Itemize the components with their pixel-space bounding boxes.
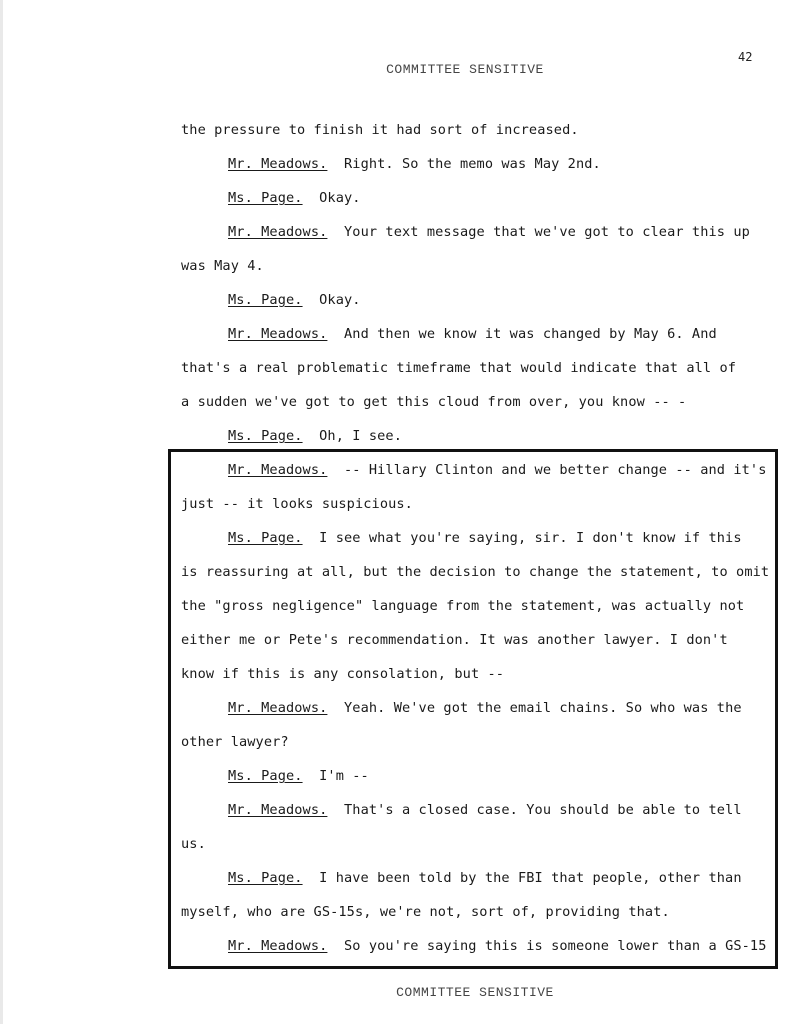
speaker-label: Mr. Meadows. bbox=[228, 802, 328, 818]
transcript-line bbox=[181, 392, 761, 412]
page-number: 42 bbox=[738, 50, 753, 64]
transcript-line bbox=[228, 290, 801, 310]
transcript-line bbox=[228, 460, 801, 480]
line-text: That's a closed case. You should be able to tell bbox=[344, 802, 742, 818]
transcript-line bbox=[181, 596, 761, 616]
speaker-label: Mr. Meadows. bbox=[228, 700, 328, 716]
line-text: Your text message that we've got to clear this up bbox=[344, 224, 750, 240]
header-committee-sensitive: COMMITTEE SENSITIVE bbox=[386, 62, 544, 77]
footer-committee-sensitive: COMMITTEE SENSITIVE bbox=[396, 985, 554, 1000]
speaker-label: Ms. Page. bbox=[228, 292, 303, 308]
transcript-line bbox=[228, 154, 801, 174]
transcript-line bbox=[181, 834, 761, 854]
transcript-line bbox=[228, 936, 801, 956]
line-text: know if this is any consolation, but -- bbox=[181, 666, 505, 682]
transcript-line bbox=[228, 324, 801, 344]
line-text: And then we know it was changed by May 6. And bbox=[344, 326, 717, 342]
line-text: I see what you're saying, sir. I don't know if this bbox=[319, 530, 742, 546]
line-text: Okay. bbox=[319, 292, 361, 308]
transcript-line bbox=[228, 188, 801, 208]
speaker-label: Ms. Page. bbox=[228, 530, 303, 546]
line-text: either me or Pete's recommendation. It was another lawyer. I don't bbox=[181, 632, 728, 648]
transcript-line bbox=[181, 664, 761, 684]
speaker-label: Mr. Meadows. bbox=[228, 938, 328, 954]
transcript-line bbox=[181, 120, 761, 140]
transcript-line bbox=[228, 698, 801, 718]
speaker-label: Ms. Page. bbox=[228, 768, 303, 784]
line-text: was May 4. bbox=[181, 258, 264, 274]
transcript-line bbox=[181, 494, 761, 514]
line-text: So you're saying this is someone lower than a GS-15 bbox=[344, 938, 767, 954]
transcript-line bbox=[228, 766, 801, 786]
line-text: I have been told by the FBI that people, other than bbox=[319, 870, 742, 886]
transcript-line bbox=[181, 902, 761, 922]
page-left-edge bbox=[0, 0, 3, 1024]
speaker-label: Mr. Meadows. bbox=[228, 156, 328, 172]
transcript-line bbox=[181, 358, 761, 378]
transcript-line bbox=[228, 426, 801, 446]
transcript-line bbox=[228, 222, 801, 242]
transcript-line bbox=[228, 800, 801, 820]
speaker-label: Ms. Page. bbox=[228, 870, 303, 886]
speaker-label: Mr. Meadows. bbox=[228, 224, 328, 240]
speaker-label: Ms. Page. bbox=[228, 190, 303, 206]
line-text: Yeah. We've got the email chains. So who was the bbox=[344, 700, 742, 716]
line-text: a sudden we've got to get this cloud from over, you know -- - bbox=[181, 394, 687, 410]
line-text: -- Hillary Clinton and we better change -- and it's bbox=[344, 462, 767, 478]
transcript-line bbox=[181, 630, 761, 650]
transcript-line bbox=[181, 732, 761, 752]
line-text: the pressure to finish it had sort of increased. bbox=[181, 122, 579, 138]
line-text: other lawyer? bbox=[181, 734, 289, 750]
transcript-line bbox=[181, 562, 770, 582]
line-text: I'm -- bbox=[319, 768, 369, 784]
line-text: just -- it looks suspicious. bbox=[181, 496, 413, 512]
transcript-line bbox=[228, 528, 801, 548]
line-text: the "gross negligence" language from the statement, was actually not bbox=[181, 598, 745, 614]
speaker-label: Mr. Meadows. bbox=[228, 326, 328, 342]
line-text: is reassuring at all, but the decision to change the statement, to omit bbox=[181, 564, 770, 580]
transcript-line bbox=[181, 256, 761, 276]
line-text: Okay. bbox=[319, 190, 361, 206]
line-text: Oh, I see. bbox=[319, 428, 402, 444]
line-text: us. bbox=[181, 836, 206, 852]
speaker-label: Mr. Meadows. bbox=[228, 462, 328, 478]
speaker-label: Ms. Page. bbox=[228, 428, 303, 444]
line-text: Right. So the memo was May 2nd. bbox=[344, 156, 601, 172]
line-text: myself, who are GS-15s, we're not, sort of, providing that. bbox=[181, 904, 670, 920]
transcript-line bbox=[228, 868, 801, 888]
line-text: that's a real problematic timeframe that would indicate that all of bbox=[181, 360, 737, 376]
